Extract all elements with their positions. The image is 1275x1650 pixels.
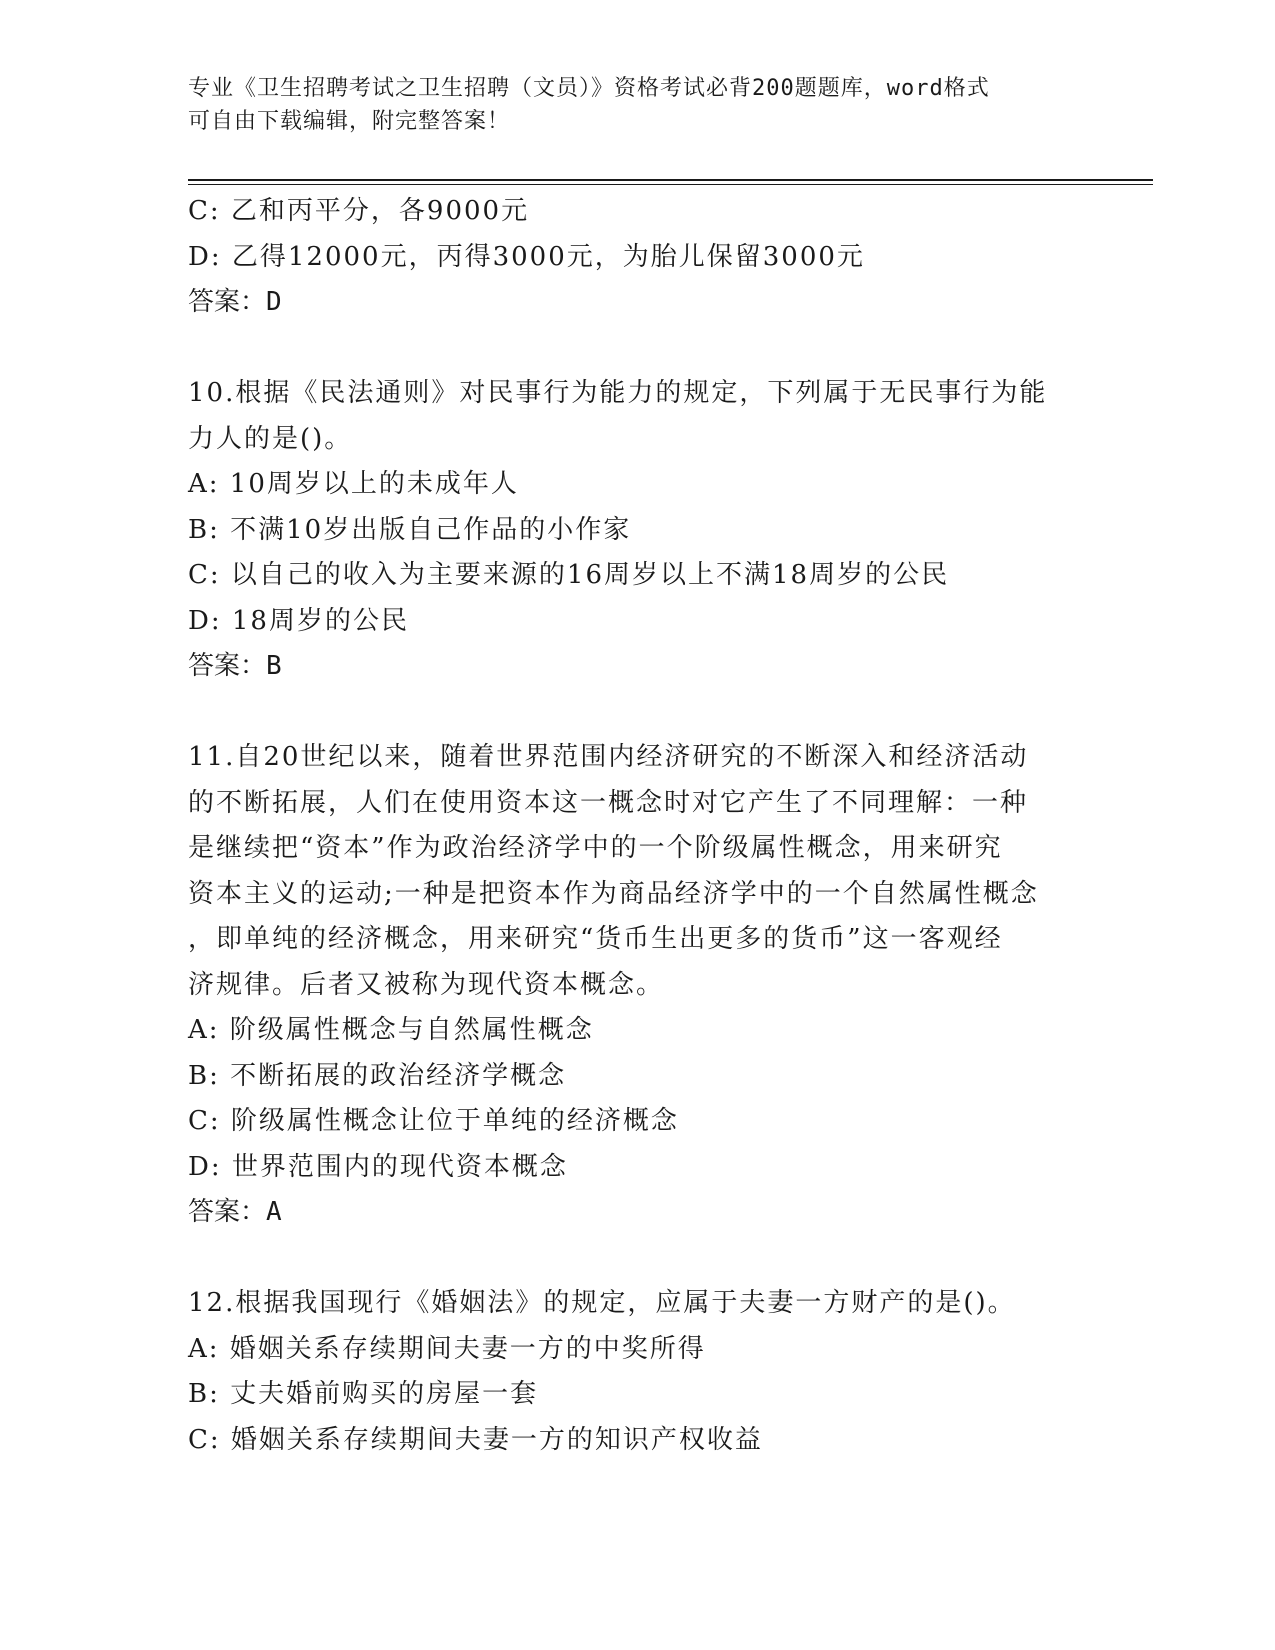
option-a: A: 10周岁以上的未成年人 (188, 469, 519, 499)
option-d: D: 18周岁的公民 (188, 605, 409, 636)
option-c: C: 婚姻关系存续期间夫妻一方的知识产权收益 (188, 1424, 763, 1455)
question-stem: 11.自20世纪以来，随着世界范围内经济研究的不断深入和经济活动 (188, 742, 1029, 772)
question-stem: 是继续把“资本”作为政治经济学中的一个阶级属性概念，用来研究 (188, 833, 1003, 863)
question-9-tail (188, 189, 1088, 326)
option-c: C: 以自己的收入为主要来源的16周岁以上不满18周岁的公民 (188, 560, 950, 590)
question-stem: 力人的是()。 (188, 423, 353, 454)
question-stem: 12.根据我国现行《婚姻法》的规定，应属于夫妻一方财产的是()。 (188, 1288, 1016, 1318)
header-title-line-2: 可自由下载编辑，附完整答案！ (188, 109, 511, 134)
answer-line: 答案：A (188, 1197, 282, 1227)
question-12 (188, 1281, 1088, 1463)
spacer (188, 690, 1088, 736)
option-b: B: 不满10岁出版自己作品的小作家 (188, 514, 632, 545)
option-b: B: 丈夫婚前购买的房屋一套 (188, 1379, 539, 1409)
header-divider-thin (188, 184, 1153, 185)
header-divider-thick (188, 179, 1153, 181)
option-a: A: 婚姻关系存续期间夫妻一方的中奖所得 (188, 1333, 706, 1364)
option-c: C: 阶级属性概念让位于单纯的经济概念 (188, 1106, 679, 1136)
option-b: B: 不断拓展的政治经济学概念 (188, 1060, 567, 1091)
question-stem: 济规律。后者又被称为现代资本概念。 (188, 969, 665, 1000)
document-body (188, 189, 1088, 1463)
answer-line: 答案：D (188, 287, 282, 317)
page-header (188, 72, 1088, 138)
option-c: C: 乙和丙平分，各9000元 (188, 196, 530, 226)
question-stem: 资本主义的运动;一种是把资本作为商品经济学中的一个自然属性概念 (188, 878, 1039, 909)
question-stem: 10.根据《民法通则》对民事行为能力的规定，下列属于无民事行为能 (188, 378, 1048, 408)
question-stem: 的不断拓展，人们在使用资本这一概念时对它产生了不同理解：一种 (188, 787, 1029, 818)
answer-line: 答案：B (188, 651, 282, 681)
option-d: D: 乙得12000元，丙得3000元，为胎儿保留3000元 (188, 241, 865, 272)
question-11 (188, 735, 1088, 1236)
option-a: A: 阶级属性概念与自然属性概念 (188, 1015, 594, 1045)
option-d: D: 世界范围内的现代资本概念 (188, 1151, 568, 1182)
header-title-line-1: 专业《卫生招聘考试之卫生招聘（文员）》资格考试必背200题题库，word格式 (188, 76, 990, 101)
question-stem: ，即单纯的经济概念，用来研究“货币生出更多的货币”这一客观经 (188, 924, 1003, 954)
question-10 (188, 371, 1088, 690)
spacer (188, 1236, 1088, 1282)
spacer (188, 326, 1088, 372)
